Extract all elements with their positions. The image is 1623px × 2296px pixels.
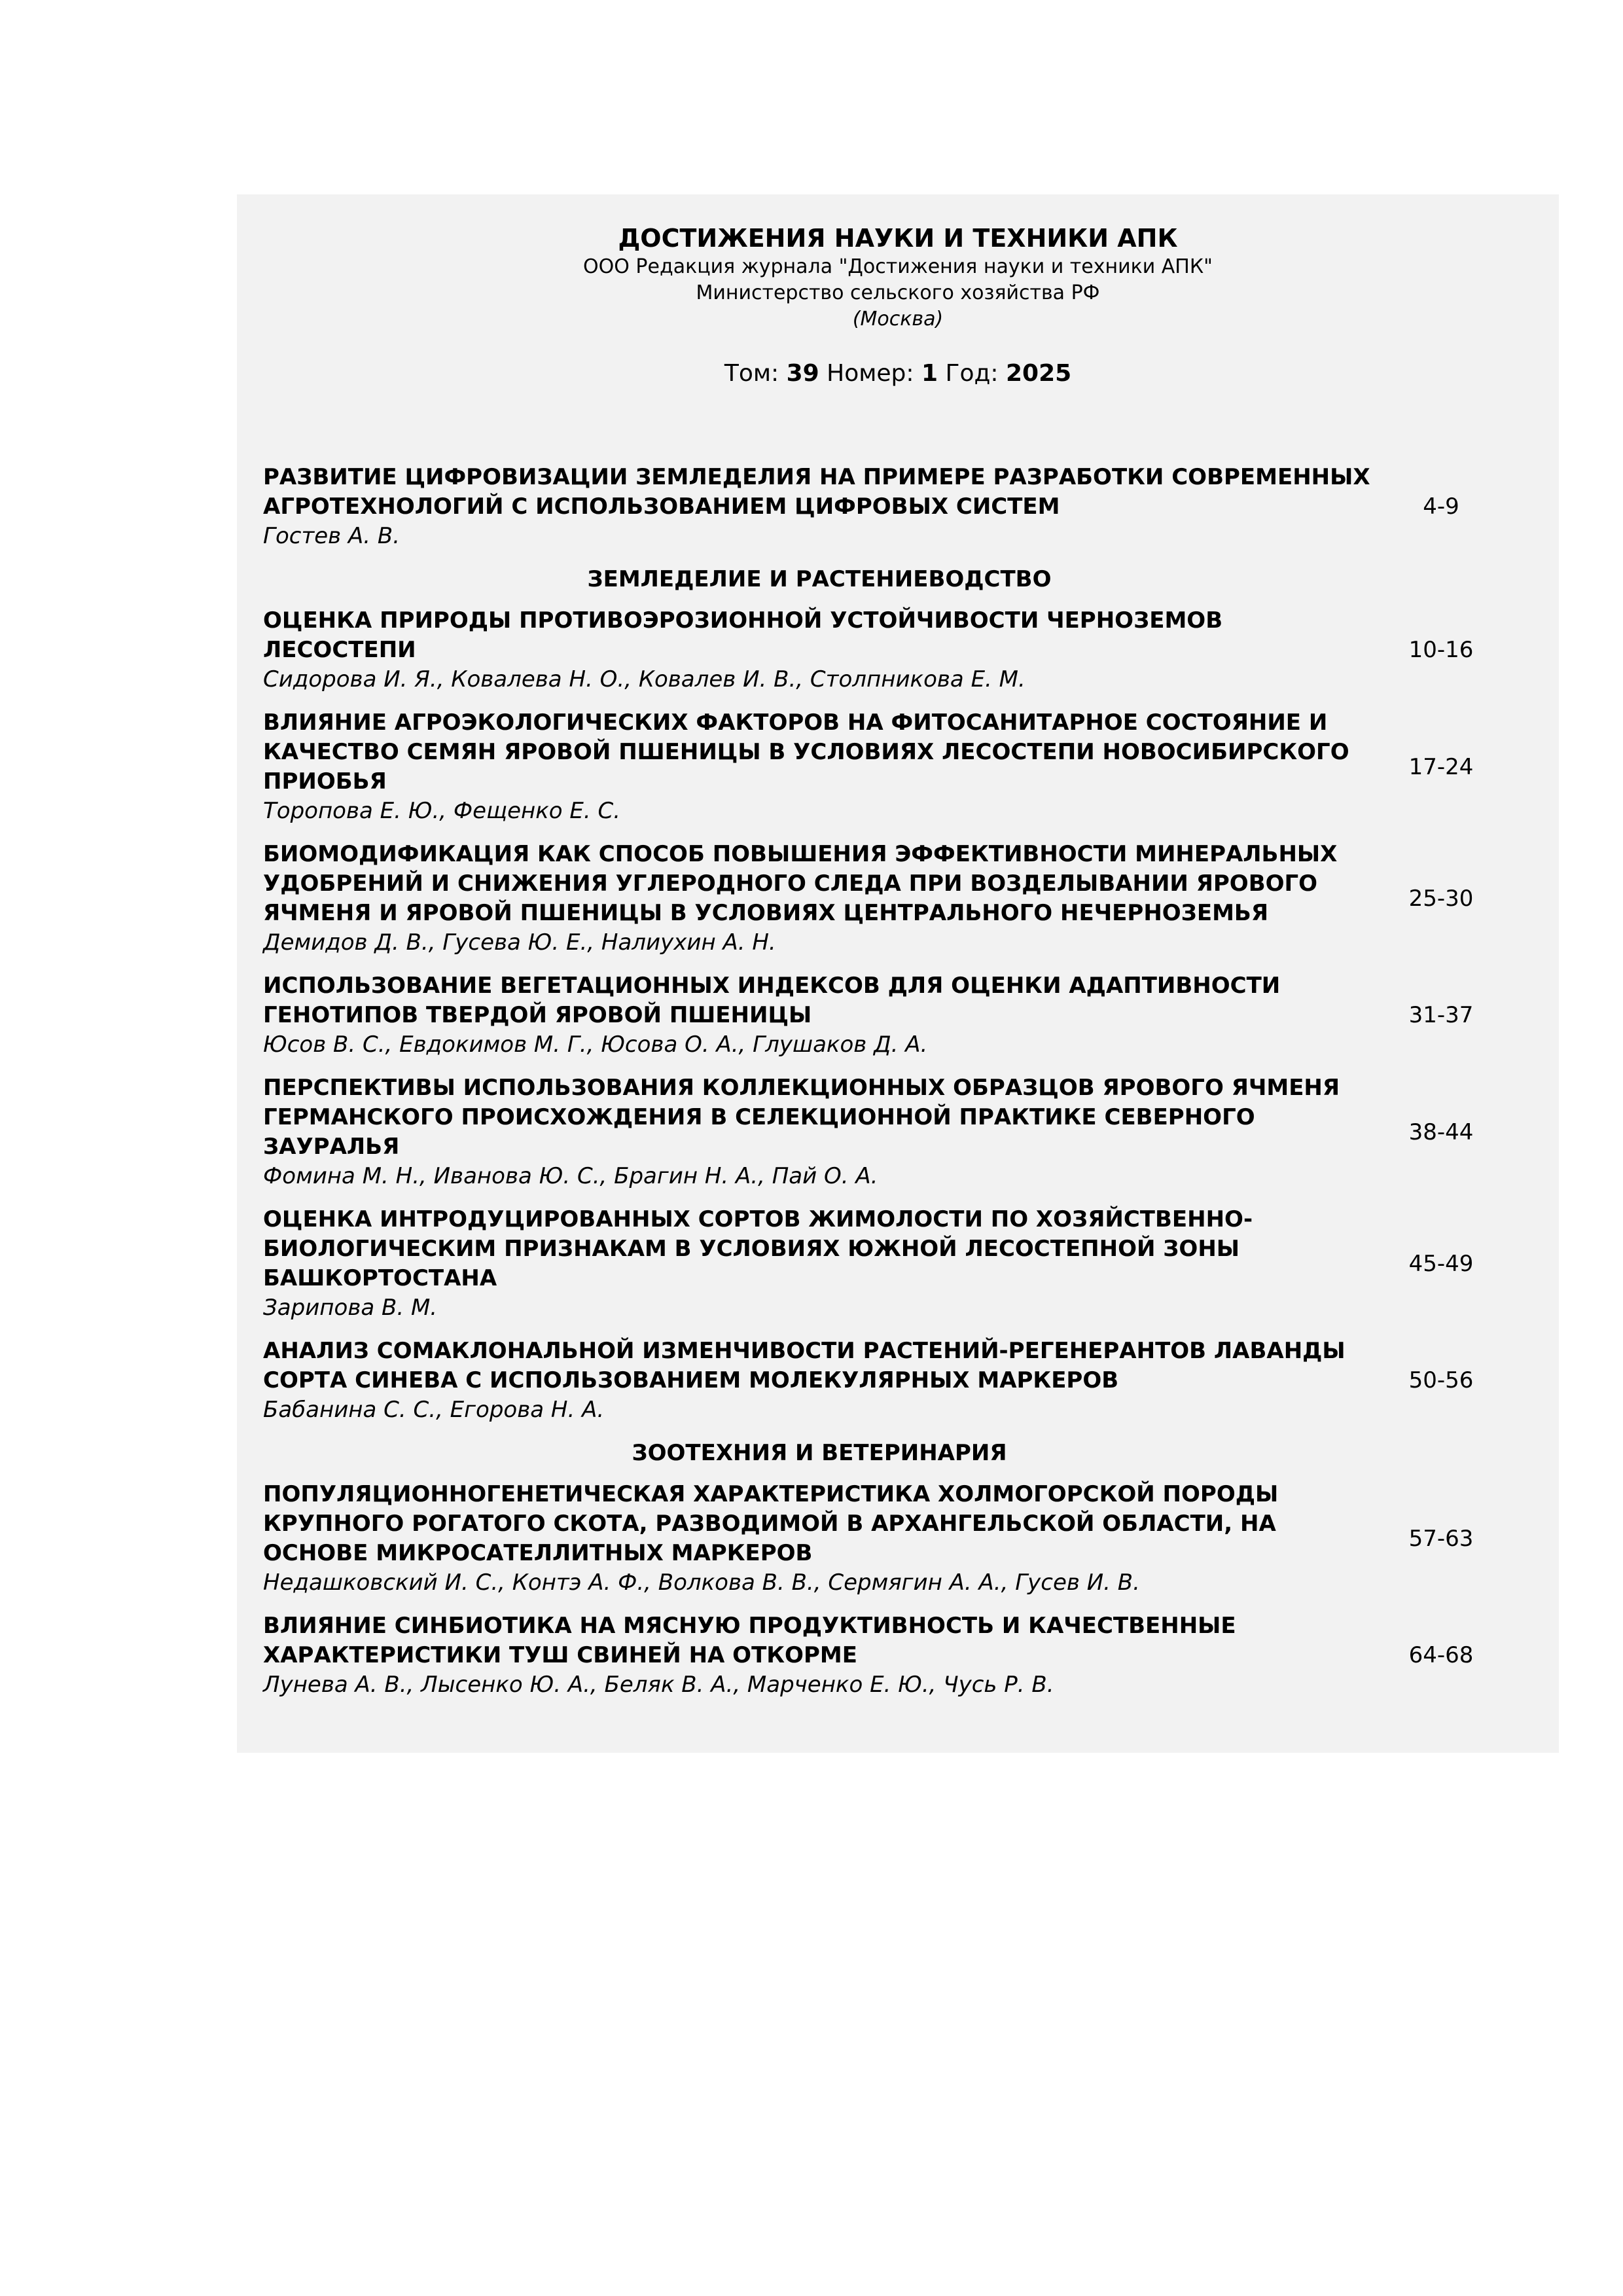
issue-info (237, 359, 1559, 389)
toc-entry (263, 606, 1546, 694)
year-value: 2025 (1005, 360, 1072, 387)
article-authors: Демидов Д. В., Гусева Ю. Е., Налиухин А. Н. (263, 929, 776, 956)
article-title-link[interactable]: ОЦЕНКА ПРИРОДЫ ПРОТИВОЭРОЗИОННОЙ УСТОЙЧИВОСТИ ЧЕРНОЗЕМОВ ЛЕСОСТЕПИ (263, 607, 1223, 663)
entry-main (263, 1336, 1376, 1424)
number-label: Номер: (827, 360, 914, 387)
article-title-link[interactable]: ВЛИЯНИЕ СИНБИОТИКА НА МЯСНУЮ ПРОДУКТИВНОСТЬ И КАЧЕСТВЕННЫЕ ХАРАКТЕРИСТИКИ ТУШ СВИНЕЙ НА ОТКОРМЕ (263, 1613, 1236, 1668)
article-title-link[interactable]: БИОМОДИФИКАЦИЯ КАК СПОСОБ ПОВЫШЕНИЯ ЭФФЕКТИВНОСТИ МИНЕРАЛЬНЫХ УДОБРЕНИЙ И СНИЖЕНИЯ УГЛЕРОДНОГО СЛЕДА ПРИ ВОЗДЕЛЫВАНИИ ЯРОВОГО ЯЧМЕНЯ И ЯРОВОЙ ПШЕНИЦЫ В УСЛОВИЯХ ЦЕНТРАЛЬНОГО НЕЧЕРНОЗЕМЬЯ (263, 841, 1338, 926)
article-title-link[interactable]: ОЦЕНКА ИНТРОДУЦИРОВАННЫХ СОРТОВ ЖИМОЛОСТИ ПО ХОЗЯЙСТВЕННО-БИОЛОГИЧЕСКИМ ПРИЗНАКАМ В УСЛОВИЯХ ЮЖНОЙ ЛЕСОСТЕПНОЙ ЗОНЫ БАШКОРТОСТАНА (263, 1206, 1253, 1291)
toc-entry (263, 1205, 1546, 1322)
table-of-contents (263, 463, 1546, 1713)
number-value: 1 (921, 360, 938, 387)
entry-main (263, 606, 1376, 694)
toc-entry (263, 840, 1546, 957)
toc-entry (263, 971, 1546, 1059)
article-title-link[interactable]: ВЛИЯНИЕ АГРОЭКОЛОГИЧЕСКИХ ФАКТОРОВ НА ФИТОСАНИТАРНОЕ СОСТОЯНИЕ И КАЧЕСТВО СЕМЯН ЯРОВОЙ ПШЕНИЦЫ В УСЛОВИЯХ ЛЕСОСТЕПИ НОВОСИБИРСКОГО ПРИОБЬЯ (263, 709, 1349, 795)
article-authors: Юсов В. С., Евдокимов М. Г., Юсова О. А., Глушаков Д. А. (263, 1031, 928, 1058)
article-pages: 50-56 (1408, 1367, 1474, 1393)
entry-main (263, 1073, 1376, 1191)
section-heading-agriculture: ЗЕМЛЕДЕЛИЕ И РАСТЕНИЕВОДСТВО (587, 566, 1052, 592)
entry-main (263, 1205, 1376, 1322)
volume-value: 39 (786, 360, 819, 387)
toc-entry (263, 1336, 1546, 1424)
article-authors: Торопова Е. Ю., Фещенко Е. С. (263, 798, 621, 824)
publisher-line: ООО Редакция журнала "Достижения науки и техники АПК" (583, 255, 1213, 278)
entry-main (263, 1611, 1376, 1699)
journal-title: ДОСТИЖЕНИЯ НАУКИ И ТЕХНИКИ АПК (618, 224, 1178, 253)
entry-main (263, 708, 1376, 825)
toc-entry (263, 1480, 1546, 1597)
article-authors: Лунева А. В., Лысенко Ю. А., Беляк В. А., Марченко Е. Ю., Чусь Р. В. (263, 1672, 1054, 1698)
article-pages: 31-37 (1408, 1002, 1474, 1028)
city-line: (Москва) (852, 308, 944, 331)
article-authors: Гостев А. В. (263, 523, 401, 549)
article-title-link[interactable]: ПОПУЛЯЦИОННОГЕНЕТИЧЕСКАЯ ХАРАКТЕРИСТИКА ХОЛМОГОРСКОЙ ПОРОДЫ КРУПНОГО РОГАТОГО СКОТА, РАЗВОДИМОЙ В АРХАНГЕЛЬСКОЙ ОБЛАСТИ, НА ОСНОВЕ МИКРОСАТЕЛЛИТНЫХ МАРКЕРОВ (263, 1481, 1279, 1566)
article-authors: Фомина М. Н., Иванова Ю. С., Брагин Н. А., Пай О. А. (263, 1163, 878, 1189)
article-pages: 45-49 (1408, 1250, 1474, 1277)
article-pages: 4-9 (1423, 493, 1459, 520)
section-heading-zootechnics: ЗООТЕХНИЯ И ВЕТЕРИНАРИЯ (632, 1440, 1007, 1466)
article-authors: Бабанина С. С., Егорова Н. А. (263, 1397, 605, 1423)
article-title-link[interactable]: РАЗВИТИЕ ЦИФРОВИЗАЦИИ ЗЕМЛЕДЕЛИЯ НА ПРИМЕРЕ РАЗРАБОТКИ СОВРЕМЕННЫХ АГРОТЕХНОЛОГИЙ С ИСПОЛЬЗОВАНИЕМ ЦИФРОВЫХ СИСТЕМ (263, 464, 1370, 520)
ministry-line: Министерство сельского хозяйства РФ (696, 281, 1100, 304)
journal-header (237, 223, 1559, 389)
toc-panel (237, 194, 1559, 1753)
article-pages: 64-68 (1408, 1642, 1474, 1668)
article-pages: 10-16 (1408, 637, 1474, 663)
article-pages: 17-24 (1408, 753, 1474, 780)
article-pages: 57-63 (1408, 1525, 1474, 1552)
entry-main (263, 1480, 1376, 1597)
year-label: Год: (945, 360, 999, 387)
article-title-link[interactable]: ИСПОЛЬЗОВАНИЕ ВЕГЕТАЦИОННЫХ ИНДЕКСОВ ДЛЯ ОЦЕНКИ АДАПТИВНОСТИ ГЕНОТИПОВ ТВЕРДОЙ ЯРОВОЙ ПШЕНИЦЫ (263, 973, 1281, 1028)
toc-entry (263, 1073, 1546, 1191)
article-authors: Зарипова В. М. (263, 1295, 438, 1321)
article-pages: 25-30 (1408, 885, 1474, 912)
article-authors: Недашковский И. С., Контэ А. Ф., Волкова В. В., Сермягин А. А., Гусев И. В. (263, 1570, 1140, 1596)
toc-entry (263, 1611, 1546, 1699)
toc-entry (263, 463, 1546, 550)
entry-main (263, 840, 1376, 957)
entry-main (263, 463, 1376, 550)
article-pages: 38-44 (1408, 1119, 1474, 1145)
article-title-link[interactable]: ПЕРСПЕКТИВЫ ИСПОЛЬЗОВАНИЯ КОЛЛЕКЦИОННЫХ ОБРАЗЦОВ ЯРОВОГО ЯЧМЕНЯ ГЕРМАНСКОГО ПРОИСХОЖДЕНИЯ В СЕЛЕКЦИОННОЙ ПРАКТИКЕ СЕВЕРНОГО ЗАУРАЛЬЯ (263, 1075, 1340, 1160)
entry-main (263, 971, 1376, 1059)
volume-label: Том: (724, 360, 779, 387)
article-authors: Сидорова И. Я., Ковалева Н. О., Ковалев И. В., Столпникова Е. М. (263, 666, 1026, 692)
toc-entry (263, 708, 1546, 825)
article-title-link[interactable]: АНАЛИЗ СОМАКЛОНАЛЬНОЙ ИЗМЕНЧИВОСТИ РАСТЕНИЙ-РЕГЕНЕРАНТОВ ЛАВАНДЫ СОРТА СИНЕВА С ИСПОЛЬЗОВАНИЕМ МОЛЕКУЛЯРНЫХ МАРКЕРОВ (263, 1338, 1346, 1393)
